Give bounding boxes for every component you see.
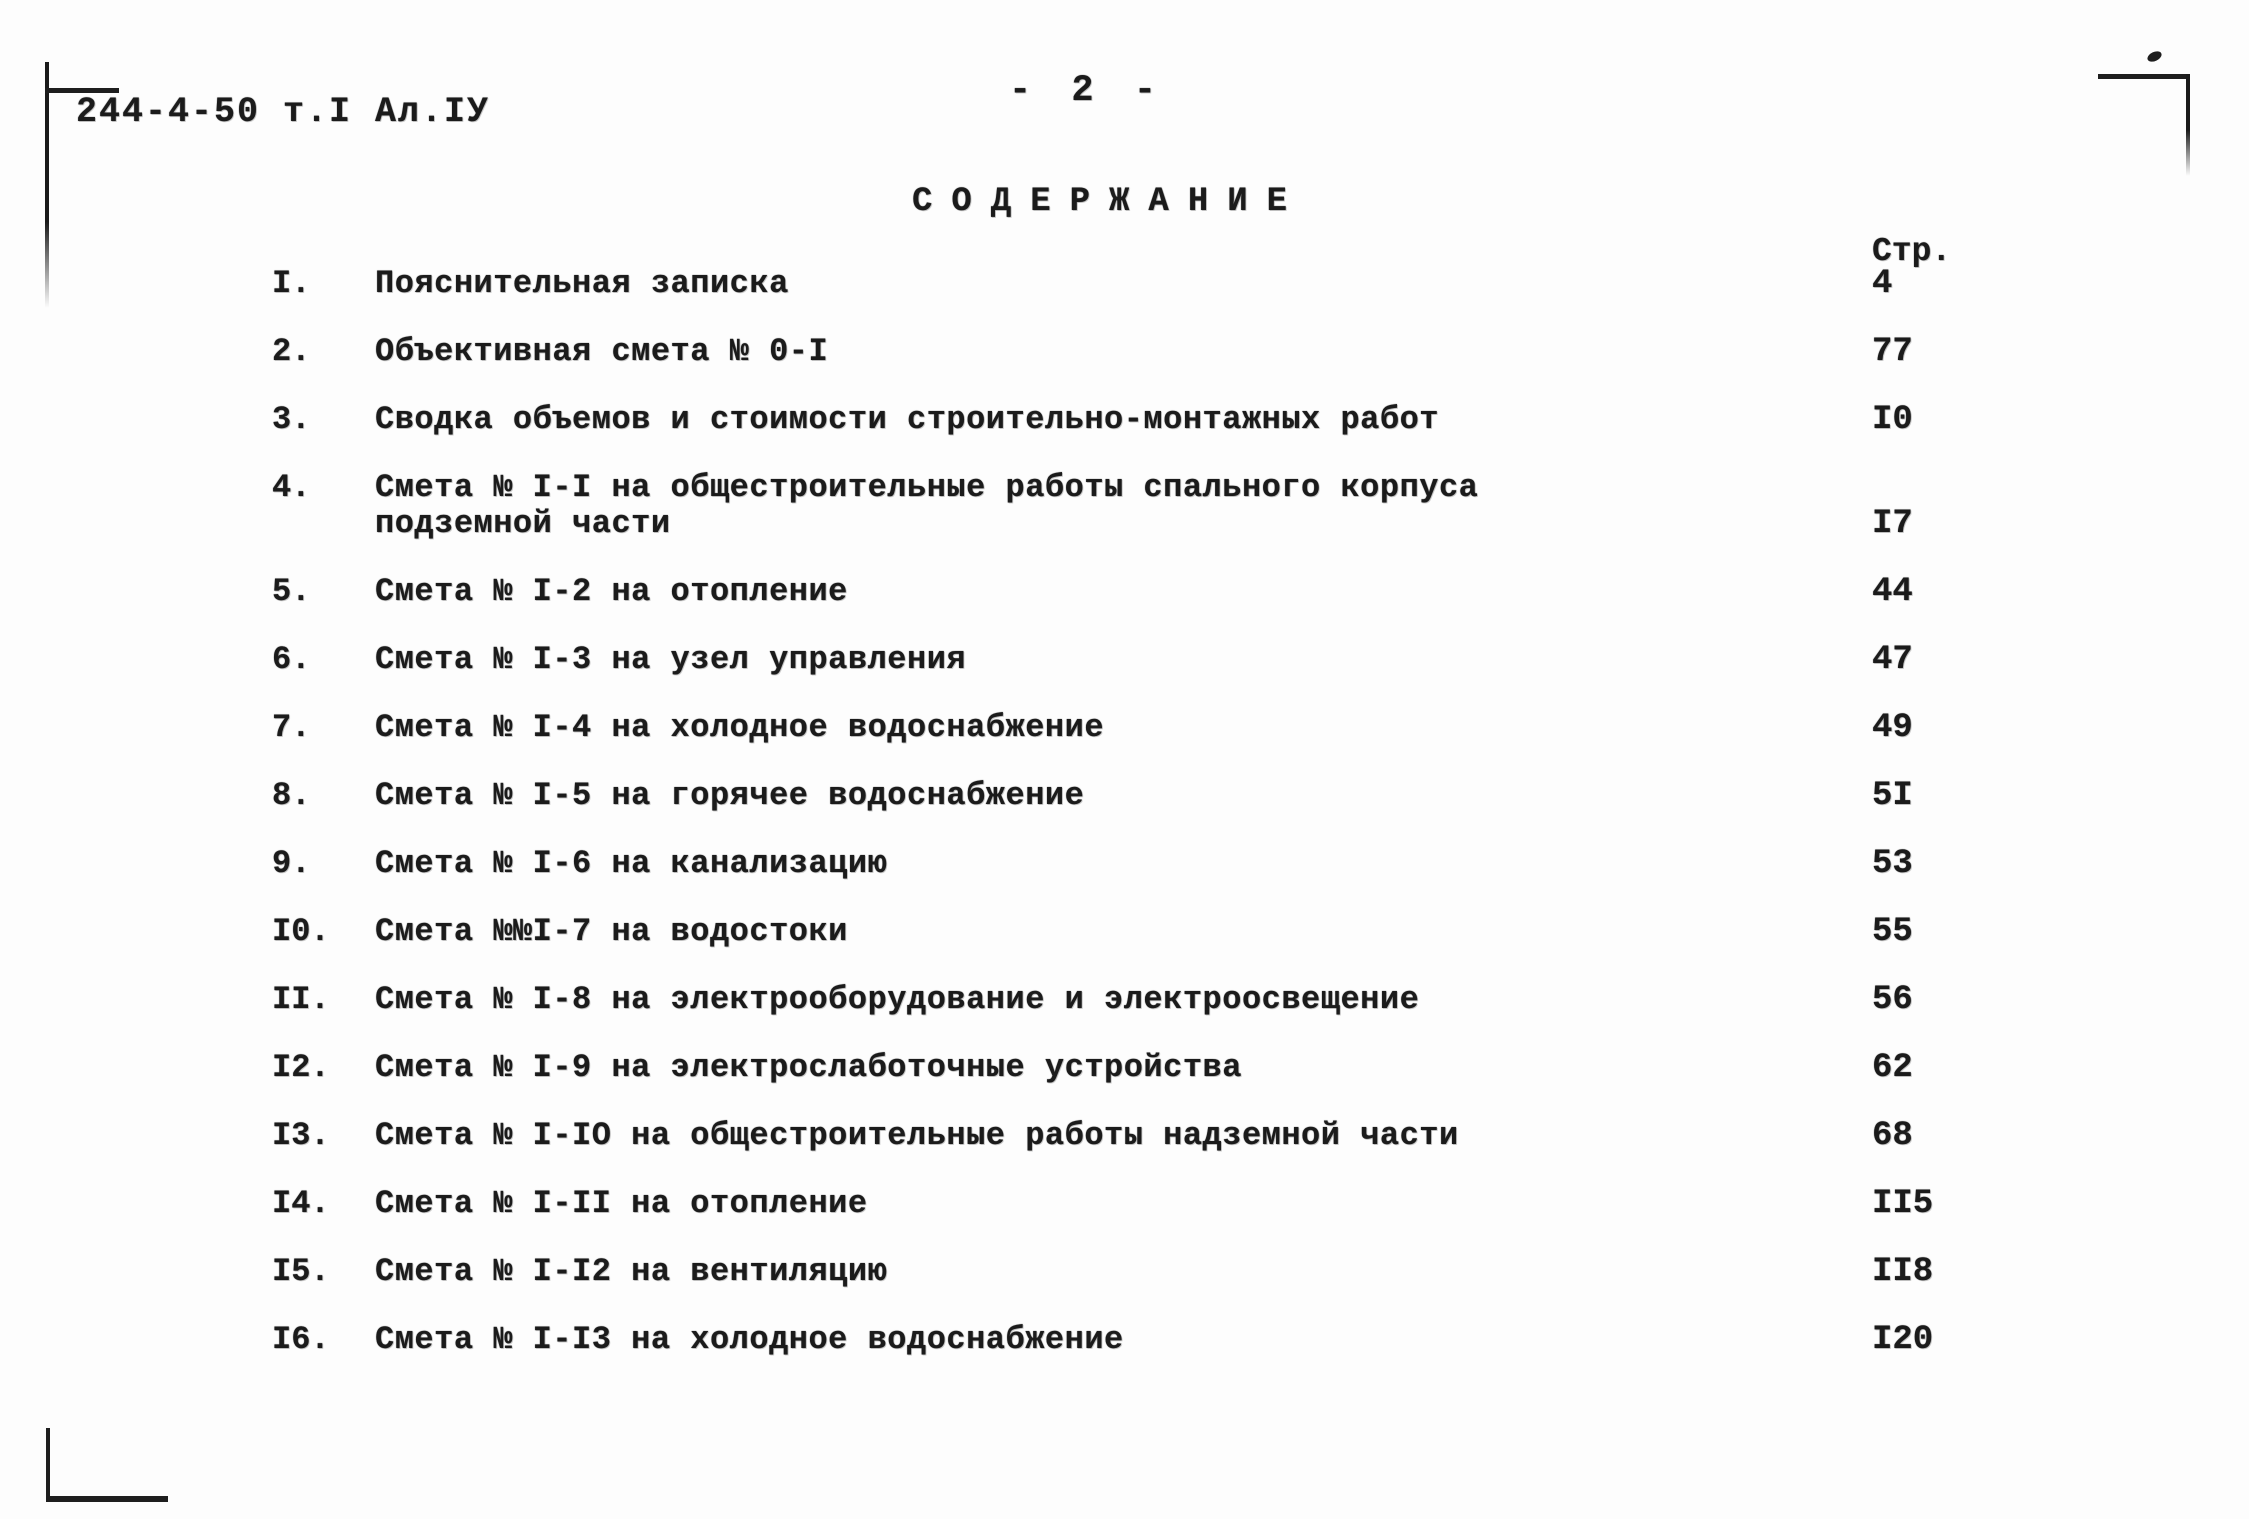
toc-item-title: Смета № I-I3 на холодное водоснабжение [375,1321,1124,1358]
toc-item-title: Смета № I-8 на электрооборудование и электроосвещение [375,981,1420,1018]
toc-item-title: Смета № I-2 на отопление [375,573,848,610]
page-column-header: Стр. [1872,233,1952,270]
toc-item-title: Смета № I-3 на узел управления [375,641,967,678]
toc-item-page: 77 [1872,333,1913,371]
toc-item-page: 49 [1872,709,1913,747]
toc-item-number: I. [272,265,311,302]
toc-row [272,642,2072,678]
toc-item-page: 62 [1872,1049,1913,1087]
toc-item-number: 2. [272,333,311,370]
toc-item-page: 5I [1872,777,1913,815]
toc-item-title: Сводка объемов и стоимости строительно-монтажных работ [375,401,1439,438]
toc-item-number: 9. [272,845,311,882]
toc-item-number: II. [272,981,330,1018]
toc-row [272,846,2072,882]
toc-item-page: I7 [1872,505,1913,543]
toc-item-page: 44 [1872,573,1913,611]
toc-item-number: 3. [272,401,311,438]
toc-row [272,266,2072,302]
toc-item-page: I0 [1872,401,1913,439]
crop-mark-top-right-vertical [2186,74,2190,176]
toc-row [272,778,2072,814]
crop-mark-bottom-left-horizontal [46,1496,168,1502]
toc-item-number: I3. [272,1117,330,1154]
toc-item-number: I4. [272,1185,330,1222]
toc-item-title: Смета № I-4 на холодное водоснабжение [375,709,1105,746]
toc-item-number: 4. [272,469,311,506]
toc-row [272,1322,2072,1358]
toc-item-title: Пояснительная записка [375,265,789,302]
toc-row [272,334,2072,370]
toc-item-page: 55 [1872,913,1913,951]
toc-row [272,1050,2072,1086]
toc-item-page: 47 [1872,641,1913,679]
page-title: СОДЕРЖАНИЕ [912,183,1307,221]
toc-item-page: I20 [1872,1321,1934,1359]
toc-item-page: 53 [1872,845,1913,883]
toc-row [272,402,2072,438]
toc-item-page: II5 [1872,1185,1934,1223]
toc-item-title: Объективная смета № 0-I [375,333,829,370]
toc-item-number: 6. [272,641,311,678]
toc-row [272,1254,2072,1290]
toc-item-page: II8 [1872,1253,1934,1291]
toc-row [272,470,2072,542]
crop-mark-top-right-horizontal [2098,74,2190,79]
toc-row [272,1118,2072,1154]
toc-item-number: I6. [272,1321,330,1358]
ink-speck [2146,49,2163,63]
toc-item-page: 68 [1872,1117,1913,1155]
toc-item-title: Смета № I-6 на канализацию [375,845,888,882]
toc-item-page: 56 [1872,981,1913,1019]
toc-item-title: Смета № I-II на отопление [375,1185,868,1222]
toc-row [272,982,2072,1018]
toc-item-number: I2. [272,1049,330,1086]
toc-row [272,574,2072,610]
toc-item-title: Смета № I-5 на горячее водоснабжение [375,777,1085,814]
toc-item-title: Смета №№I-7 на водостоки [375,913,848,950]
toc-item-page: 4 [1872,265,1893,303]
toc-row [272,1186,2072,1222]
toc-item-number: 8. [272,777,311,814]
document-code: 244-4-50 т.I Ал.IУ [76,92,491,132]
toc-item-number: 7. [272,709,311,746]
toc-row [272,914,2072,950]
crop-mark-bottom-left-vertical [46,1428,50,1500]
toc-item-title: Смета № I-IO на общестроительные работы надземной части [375,1117,1459,1154]
crop-mark-top-left-vertical [45,62,49,308]
toc-item-title: Смета № I-9 на электрослаботочные устройства [375,1049,1242,1086]
toc-row [272,710,2072,746]
toc-list [272,266,2072,1390]
toc-item-title: Смета № I-I на общестроительные работы спального корпуса подземной части [375,469,1479,542]
toc-item-number: 5. [272,573,311,610]
page-number: - 2 - [1009,70,1166,112]
toc-item-number: I0. [272,913,330,950]
toc-item-title: Смета № I-I2 на вентиляцию [375,1253,888,1290]
toc-item-number: I5. [272,1253,330,1290]
